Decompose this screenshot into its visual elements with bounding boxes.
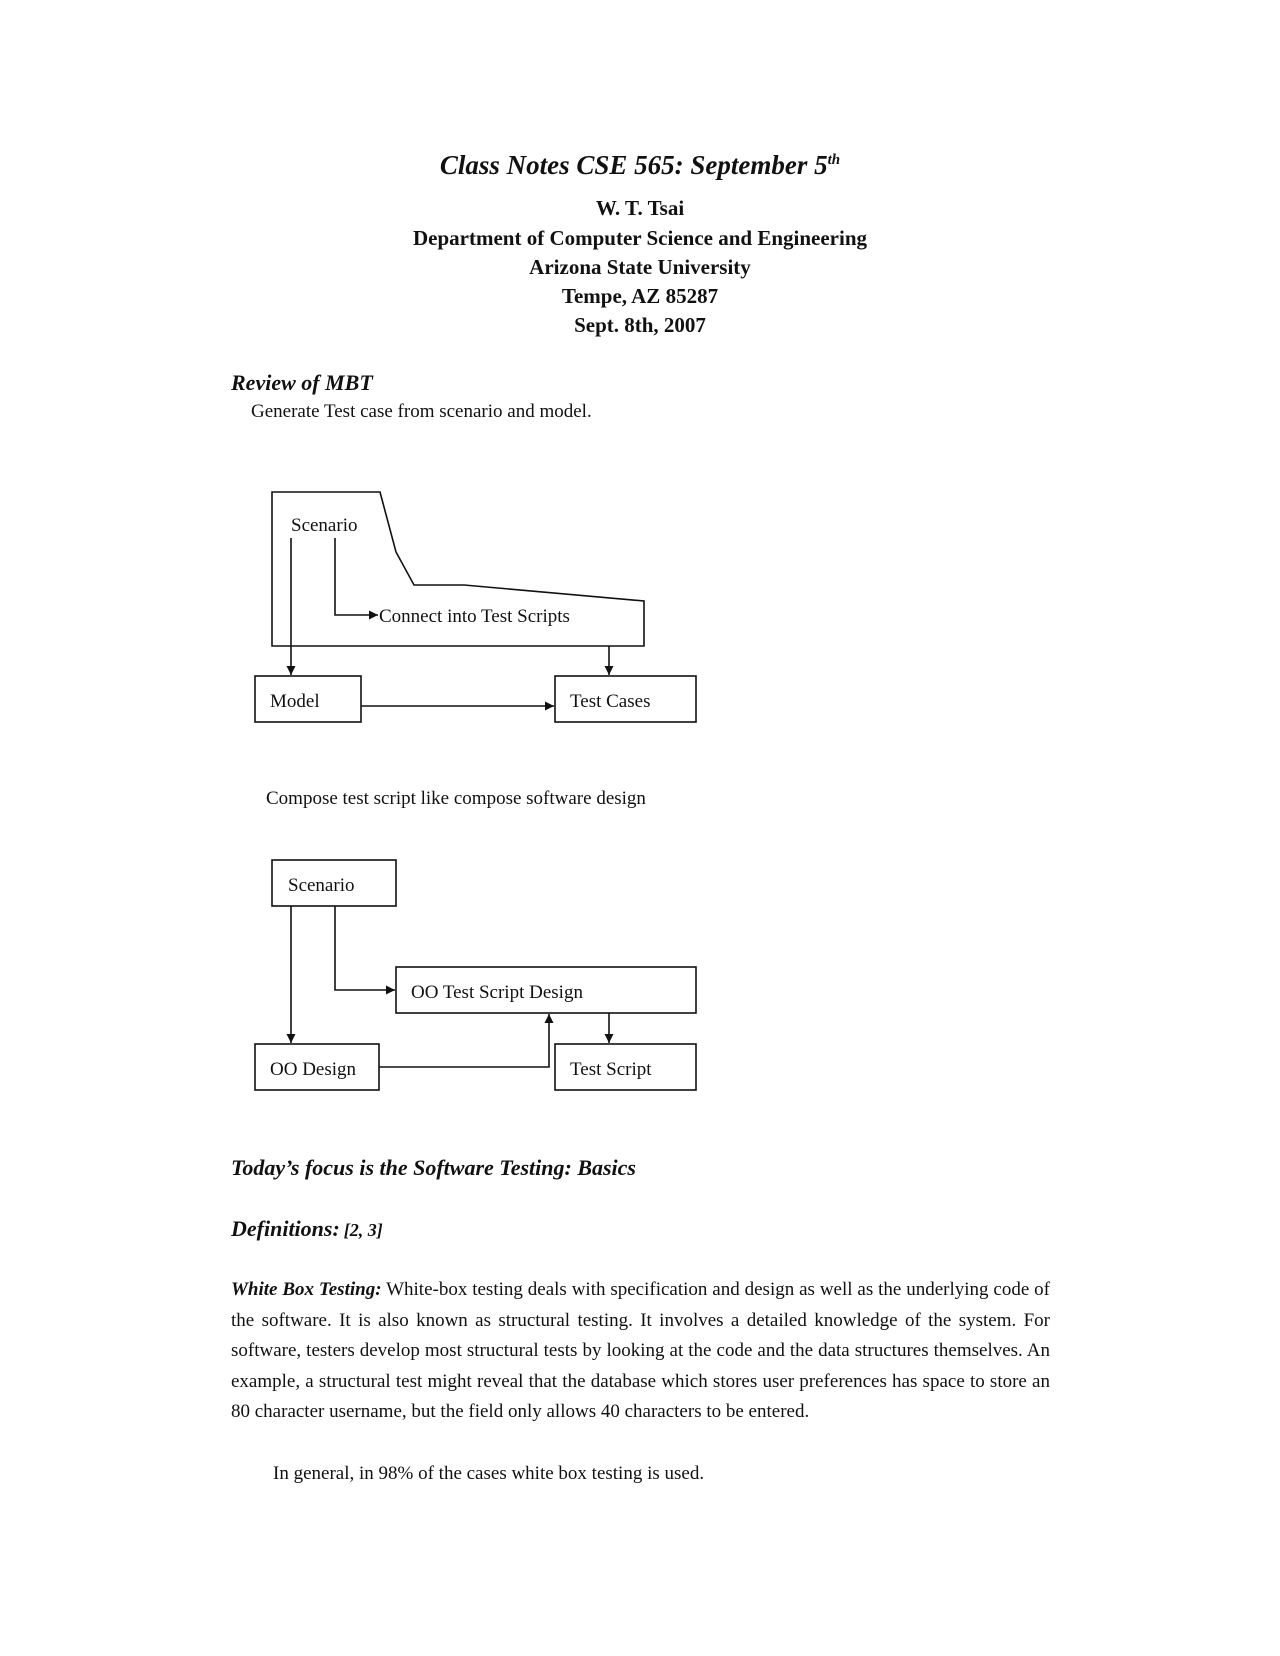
review-heading: Review of MBT <box>231 370 373 395</box>
white-box-text: White-box testing deals with specification and design as well as the underlying code of the software. It is also known as structural testing. It involves a detailed knowledge of the system. For software, testers develop most structural tests by looking at the code and the data structures themselves. An example, a structural test might reveal that the database which stores user preferences has space to store an 80 character username, but the field only allows 40 characters to be entered. <box>231 1279 1051 1423</box>
d1-testcases-label: Test Cases <box>570 691 651 712</box>
d2-scenario-label: Scenario <box>288 875 355 896</box>
title-superscript: th <box>827 152 841 168</box>
compose-text: Compose test script like compose software design <box>266 788 646 809</box>
title-text: Class Notes CSE 565: September 5 <box>439 150 828 180</box>
d2-arrow-oodesign-to-ootsd <box>379 1014 549 1067</box>
author: W. T. Tsai <box>595 196 685 220</box>
date: Sept. 8th, 2007 <box>574 313 706 337</box>
white-box-label: White Box Testing: <box>231 1279 382 1300</box>
white-box-paragraph <box>231 1275 1050 1428</box>
d2-ootsd-label: OO Test Script Design <box>411 982 583 1003</box>
d1-model-label: Model <box>270 691 320 712</box>
definitions-refs: [2, 3] <box>343 1220 383 1240</box>
focus-heading: Today’s focus is the Software Testing: Basics <box>231 1155 636 1180</box>
definitions-heading-line <box>231 1216 383 1242</box>
d1-scenario-label: Scenario <box>291 515 358 536</box>
d1-connect-label: Connect into Test Scripts <box>379 606 570 627</box>
definitions-heading: Definitions: <box>231 1216 340 1241</box>
d2-arrow-scenario-to-ootsd <box>335 906 395 990</box>
location: Tempe, AZ 85287 <box>561 284 719 308</box>
d2-oodesign-label: OO Design <box>270 1059 357 1080</box>
d2-testscript-label: Test Script <box>570 1059 652 1080</box>
department: Department of Computer Science and Engineering <box>413 226 867 250</box>
review-intro: Generate Test case from scenario and model. <box>251 401 592 422</box>
general-text: In general, in 98% of the cases white box testing is used. <box>273 1463 705 1484</box>
university: Arizona State University <box>529 255 751 279</box>
